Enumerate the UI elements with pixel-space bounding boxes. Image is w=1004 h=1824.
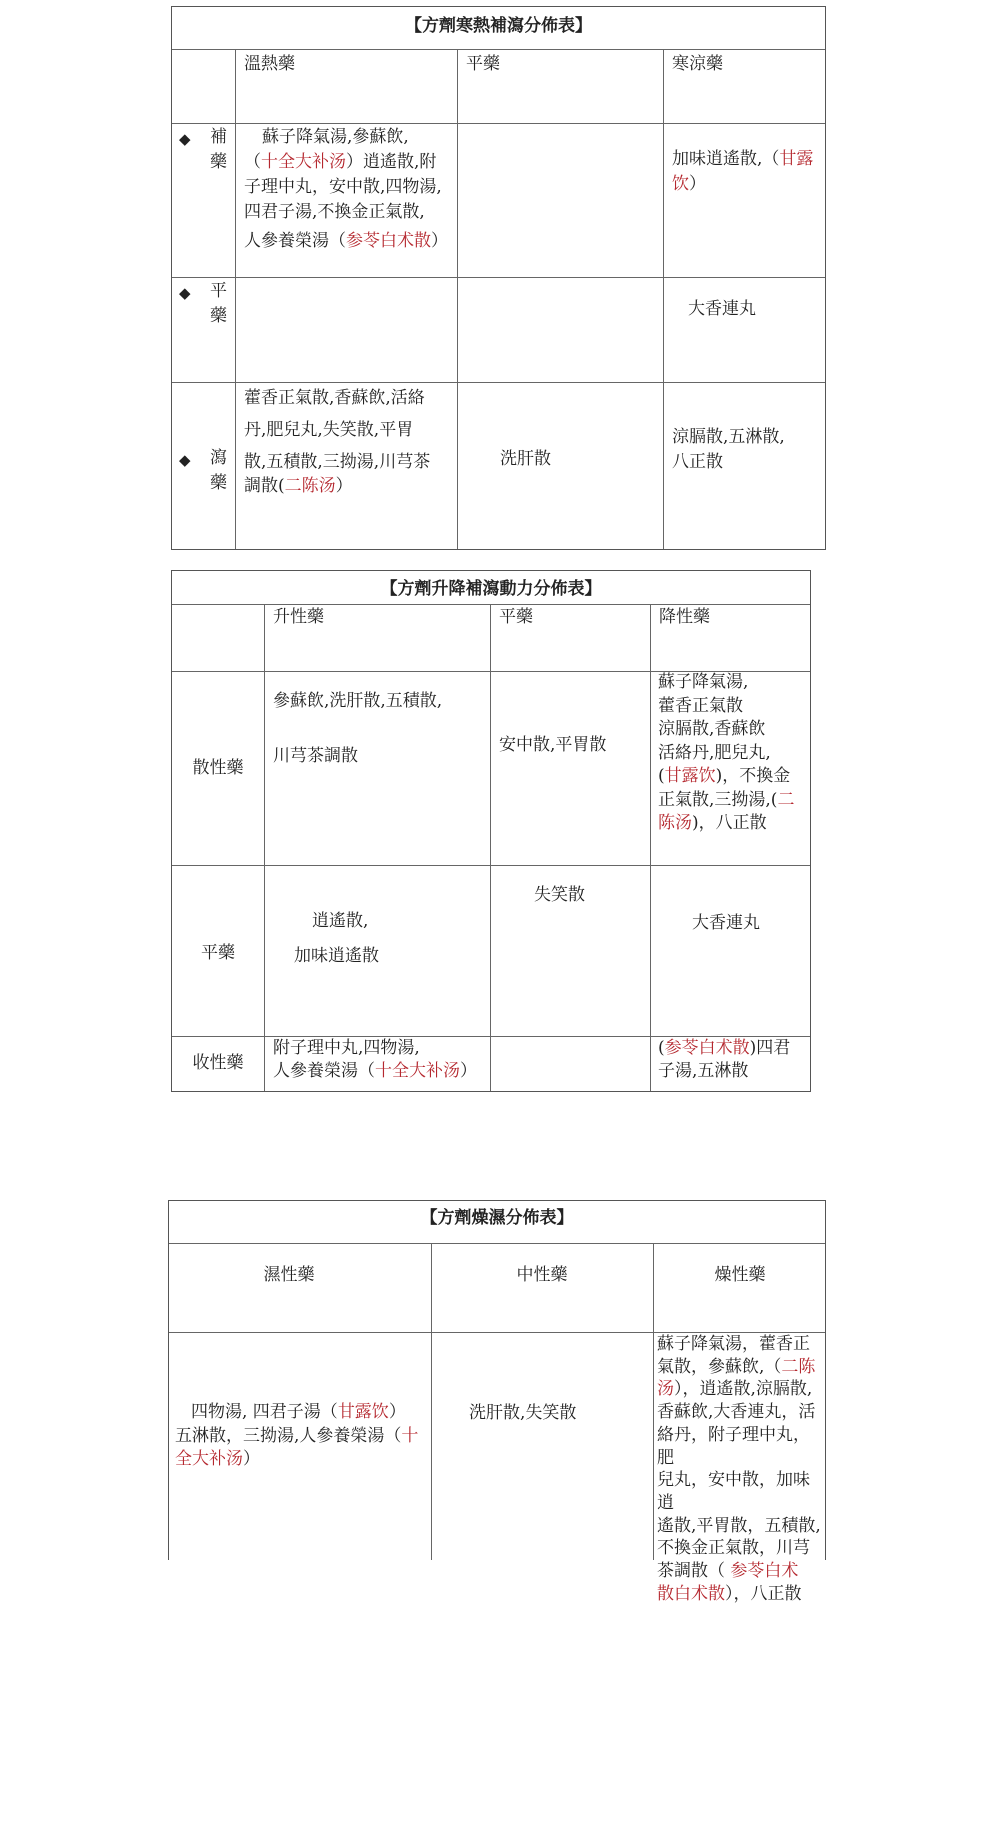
header-warm: 溫熱藥 [244, 54, 295, 74]
row-label: 散性藥 [192, 758, 244, 778]
table-ascend-descend [171, 570, 811, 1092]
cell-text: 涼膈散,五淋散, 八正散 [672, 427, 785, 472]
cell-text: 藿香正氣散,香蘇飲,活絡 丹,肥兒丸,失笑散,平胃 散,五積散,三拗湯,川芎茶 調散(二陈汤） [244, 388, 431, 496]
row-label: 平 藥 [210, 281, 227, 326]
header-neutral: 平藥 [466, 54, 500, 74]
cell-text: 洗肝散 [500, 449, 551, 469]
diamond-bullet: ◆ [179, 284, 191, 302]
table2-title: 【方劑升降補瀉動力分佈表】 [380, 579, 602, 599]
diamond-bullet: ◆ [179, 130, 191, 148]
cell-text: 失笑散 [534, 885, 585, 905]
header-cool: 寒涼藥 [672, 54, 723, 74]
cell-text: 洗肝散,失笑散 [469, 1403, 577, 1423]
header-damp: 濕性藥 [263, 1265, 315, 1285]
header-neutral: 平藥 [499, 607, 533, 627]
cell-text: 附子理中丸,四物湯, 人參養榮湯（十全大补汤） [273, 1038, 477, 1081]
row-label: 平藥 [201, 943, 235, 963]
header-descending: 降性藥 [659, 607, 710, 627]
cell-text: 參蘇飲,洗肝散,五積散, 川芎茶調散 [273, 691, 443, 766]
row-label: 補 藥 [210, 127, 227, 172]
cell-text: 大香連丸 [692, 913, 760, 933]
cell-text: 蘇子降氣湯，藿香正 氣散，參蘇飲,（二陈 汤），逍遙散,涼膈散, 香蘇飲,大香連丸，活 絡丹，附子理中丸，肥 兒丸，安中散，加味逍 遙散,平胃散，五積散, 不換金正氣散，川芎 茶調散（ 参苓白术 散白术散），八正散 [657, 1334, 821, 1604]
diamond-bullet: ◆ [179, 451, 191, 469]
cell-text: (参苓白术散)四君 子湯,五淋散 [658, 1038, 791, 1081]
header-ascending: 升性藥 [273, 607, 324, 627]
cell-text: 安中散,平胃散 [499, 735, 607, 755]
cell-text: 逍遙散, 加味逍遙散 [294, 911, 379, 966]
table3-title: 【方劑燥濕分佈表】 [420, 1208, 574, 1228]
header-neutral: 中性藥 [516, 1265, 568, 1285]
table-dry-damp [168, 1200, 826, 1604]
cell-text: 加味逍遙散,（甘露 饮） [672, 149, 814, 194]
table1-title: 【方劑寒熱補瀉分佈表】 [405, 16, 592, 36]
cell-text: 蘇子降氣湯, 藿香正氣散 涼膈散,香蘇飲 活絡丹,肥兒丸, (甘露饮)，不換金 正氣散,三拗湯,(二 陈汤)，八正散 [658, 672, 795, 833]
cell-text: 四物湯, 四君子湯（甘露饮） 五淋散，三拗湯,人參養榮湯（十 全大补汤） [175, 1402, 419, 1469]
header-dry: 燥性藥 [714, 1265, 766, 1285]
row-label: 瀉 藥 [210, 448, 227, 493]
cell-text: 蘇子降氣湯,參蘇飲, （十全大补汤）逍遙散,附 子理中丸，安中散,四物湯, 四君子湯,不換金正氣散, 人參養榮湯（参苓白术散） [244, 127, 448, 251]
row-label: 收性藥 [192, 1053, 244, 1073]
cell-text: 大香連丸 [688, 299, 756, 319]
table-cold-hot [171, 6, 826, 550]
